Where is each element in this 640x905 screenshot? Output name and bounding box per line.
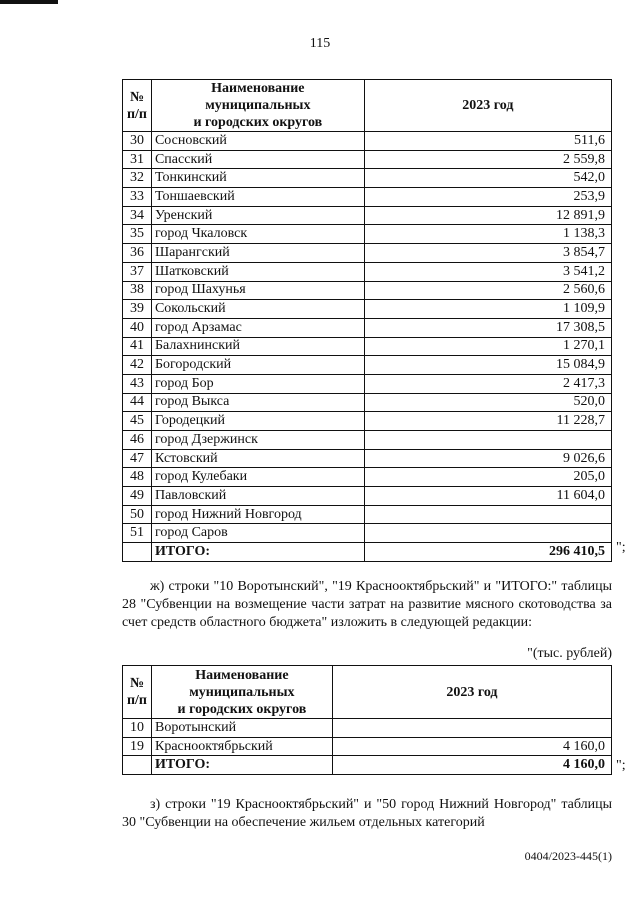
row-name: Кстовский	[151, 449, 364, 468]
header-name: Наименование муниципальных и городских округов	[151, 666, 332, 719]
row-value: 17 308,5	[364, 318, 611, 337]
row-name: Спасский	[151, 150, 364, 169]
row-name: Тоншаевский	[151, 188, 364, 207]
row-number: 36	[123, 244, 152, 263]
row-number: 40	[123, 318, 152, 337]
closing-quote-2: ";	[616, 758, 626, 773]
table-row	[123, 505, 612, 524]
row-number: 43	[123, 374, 152, 393]
row-value	[332, 719, 611, 738]
row-value: 1 109,9	[364, 300, 611, 319]
row-name: город Арзамас	[151, 318, 364, 337]
row-value: 2 417,3	[364, 374, 611, 393]
row-number: 10	[123, 719, 152, 738]
row-number: 50	[123, 505, 152, 524]
total-value: 296 410,5	[364, 543, 611, 562]
table-row	[123, 487, 612, 506]
row-value: 11 228,7	[364, 412, 611, 431]
row-value: 4 160,0	[332, 737, 611, 756]
row-value: 511,6	[364, 132, 611, 151]
table-header-row	[123, 80, 612, 132]
table-row	[123, 431, 612, 450]
row-number: 37	[123, 262, 152, 281]
paragraph-z: з) строки "19 Краснооктябрьский" и "50 город Нижний Новгород" таблицы 30 "Субвенции на обеспечение жильем отдельных категорий	[122, 797, 612, 830]
table-row	[123, 318, 612, 337]
row-name: Павловский	[151, 487, 364, 506]
row-number: 33	[123, 188, 152, 207]
row-value: 253,9	[364, 188, 611, 207]
row-value: 520,0	[364, 393, 611, 412]
row-value: 205,0	[364, 468, 611, 487]
row-value: 15 084,9	[364, 356, 611, 375]
table-row	[123, 188, 612, 207]
row-value: 2 560,6	[364, 281, 611, 300]
header-num: № п/п	[123, 80, 152, 132]
row-number: 47	[123, 449, 152, 468]
corner-mark	[0, 0, 58, 4]
table-row	[123, 169, 612, 188]
row-number: 32	[123, 169, 152, 188]
row-number: 38	[123, 281, 152, 300]
header-year: 2023 год	[364, 80, 611, 132]
table-header-row	[123, 666, 612, 719]
table-row	[123, 356, 612, 375]
row-number: 39	[123, 300, 152, 319]
row-value	[364, 431, 611, 450]
table-row	[123, 719, 612, 738]
header-num: № п/п	[123, 666, 152, 719]
row-name: Тонкинский	[151, 169, 364, 188]
row-number: 48	[123, 468, 152, 487]
row-value: 1 138,3	[364, 225, 611, 244]
row-number: 30	[123, 132, 152, 151]
row-name: Балахнинский	[151, 337, 364, 356]
row-name: город Шахунья	[151, 281, 364, 300]
row-name: Городецкий	[151, 412, 364, 431]
row-number: 45	[123, 412, 152, 431]
row-value: 3 854,7	[364, 244, 611, 263]
row-value: 3 541,2	[364, 262, 611, 281]
header-name: Наименование муниципальных и городских округов	[151, 80, 364, 132]
unit-note: "(тыс. рублей)	[527, 646, 612, 661]
row-name: город Бор	[151, 374, 364, 393]
row-name: Краснооктябрьский	[151, 737, 332, 756]
row-name: Уренский	[151, 206, 364, 225]
row-name: город Выкса	[151, 393, 364, 412]
row-name: Сосновский	[151, 132, 364, 151]
page-number: 115	[309, 36, 331, 51]
row-number: 19	[123, 737, 152, 756]
row-number: 51	[123, 524, 152, 543]
table-row	[123, 225, 612, 244]
total-label: ИТОГО:	[151, 543, 364, 562]
table-row	[123, 262, 612, 281]
table-row	[123, 337, 612, 356]
row-number: 46	[123, 431, 152, 450]
total-row	[123, 756, 612, 775]
table-row	[123, 737, 612, 756]
row-name: город Нижний Новгород	[151, 505, 364, 524]
row-value: 11 604,0	[364, 487, 611, 506]
row-name: Богородский	[151, 356, 364, 375]
row-name: Сокольский	[151, 300, 364, 319]
row-name: город Дзержинск	[151, 431, 364, 450]
row-name: город Чкаловск	[151, 225, 364, 244]
table-row	[123, 281, 612, 300]
table-row	[123, 206, 612, 225]
header-year: 2023 год	[332, 666, 611, 719]
row-value: 12 891,9	[364, 206, 611, 225]
row-number: 31	[123, 150, 152, 169]
row-name: Воротынский	[151, 719, 332, 738]
row-name: город Кулебаки	[151, 468, 364, 487]
row-value: 542,0	[364, 169, 611, 188]
table-row	[123, 412, 612, 431]
row-value	[364, 524, 611, 543]
table-row	[123, 300, 612, 319]
row-number: 42	[123, 356, 152, 375]
total-row	[123, 543, 612, 562]
document-code: 0404/2023-445(1)	[524, 849, 612, 863]
row-value: 9 026,6	[364, 449, 611, 468]
table-row	[123, 468, 612, 487]
table-row	[123, 374, 612, 393]
paragraph-zh: ж) строки "10 Воротынский", "19 Краснооктябрьский" и "ИТОГО:" таблицы 28 "Субвенции на возмещение части затрат на развитие мясного скотоводства за счет средств областного бюджета" изложить в следующей редакции:	[122, 579, 612, 630]
row-number: 49	[123, 487, 152, 506]
total-label: ИТОГО:	[151, 756, 332, 775]
closing-quote-1: ";	[616, 540, 626, 555]
row-number: 44	[123, 393, 152, 412]
row-number: 34	[123, 206, 152, 225]
row-name: город Саров	[151, 524, 364, 543]
row-name: Шарангский	[151, 244, 364, 263]
table-row	[123, 132, 612, 151]
table-row	[123, 449, 612, 468]
row-value: 1 270,1	[364, 337, 611, 356]
row-number: 35	[123, 225, 152, 244]
subvention-table-2	[122, 665, 612, 775]
table-row	[123, 393, 612, 412]
row-number: 41	[123, 337, 152, 356]
row-name: Шатковский	[151, 262, 364, 281]
subvention-table-1	[122, 79, 612, 562]
row-value: 2 559,8	[364, 150, 611, 169]
table-row	[123, 244, 612, 263]
total-value: 4 160,0	[332, 756, 611, 775]
table-row	[123, 524, 612, 543]
table-row	[123, 150, 612, 169]
row-value	[364, 505, 611, 524]
